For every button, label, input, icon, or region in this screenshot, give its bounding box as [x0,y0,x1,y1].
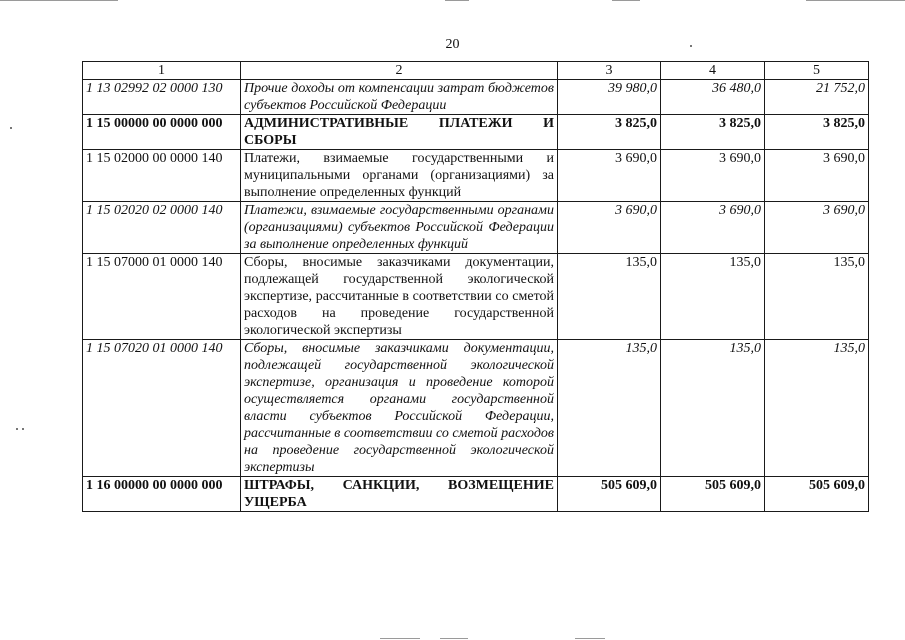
amount-col3: 135,0 [558,340,661,477]
budget-revenue-table [82,61,869,512]
amount-col4: 36 480,0 [661,80,765,115]
budget-code: 1 16 00000 00 0000 000 [83,477,241,512]
amount-col5: 3 690,0 [765,150,869,202]
amount-col5: 135,0 [765,340,869,477]
budget-code: 1 15 07000 01 0000 140 [83,254,241,340]
amount-col3: 505 609,0 [558,477,661,512]
table-row [83,254,869,340]
budget-code: 1 13 02992 02 0000 130 [83,80,241,115]
item-name: АДМИНИСТРАТИВНЫЕ ПЛАТЕЖИ И СБОРЫ [241,115,558,150]
amount-col4: 505 609,0 [661,477,765,512]
column-number: 3 [558,62,661,80]
budget-code: 1 15 02020 02 0000 140 [83,202,241,254]
budget-code: 1 15 02000 00 0000 140 [83,150,241,202]
amount-col4: 135,0 [661,340,765,477]
item-name: Сборы, вносимые заказчиками документации, подлежащей государственной экологической экспертизе, рассчитанные в соответствии со сметой расходов на проведение государственной экологической экспертизы [241,254,558,340]
table-row [83,477,869,512]
column-number-row [83,62,869,80]
amount-col4: 3 690,0 [661,150,765,202]
table-row [83,150,869,202]
scan-artifact [445,0,469,1]
table-row [83,80,869,115]
scan-artifact [0,0,118,1]
item-name: Прочие доходы от компенсации затрат бюджетов субъектов Российской Федерации [241,80,558,115]
amount-col3: 3 690,0 [558,202,661,254]
column-number: 5 [765,62,869,80]
column-number: 1 [83,62,241,80]
scan-artifact [16,428,18,430]
amount-col3: 3 825,0 [558,115,661,150]
amount-col4: 135,0 [661,254,765,340]
scan-artifact [10,127,12,129]
amount-col5: 135,0 [765,254,869,340]
item-name: Сборы, вносимые заказчиками документации, подлежащей государственной экологической экспертизе, организация и проведение которой осуществляется органами государственной власти субъектов Российской Федерации, рассчитанные в соответствии со сметой расходов на проведение государственной экологической экспертизы [241,340,558,477]
amount-col4: 3 690,0 [661,202,765,254]
amount-col5: 3 825,0 [765,115,869,150]
scan-artifact [22,428,24,430]
table-row [83,340,869,477]
item-name: Платежи, взимаемые государственными органами (организациями) субъектов Российской Федерации за выполнение определенных функций [241,202,558,254]
amount-col5: 505 609,0 [765,477,869,512]
item-name: Платежи, взимаемые государственными и муниципальными органами (организациями) за выполнение определенных функций [241,150,558,202]
page-number: 20 [445,37,460,52]
amount-col3: 135,0 [558,254,661,340]
column-number: 4 [661,62,765,80]
scan-artifact [806,0,905,1]
amount-col3: 39 980,0 [558,80,661,115]
amount-col5: 21 752,0 [765,80,869,115]
amount-col5: 3 690,0 [765,202,869,254]
amount-col3: 3 690,0 [558,150,661,202]
amount-col4: 3 825,0 [661,115,765,150]
column-number: 2 [241,62,558,80]
scan-artifact [380,638,420,639]
scan-artifact [575,638,605,639]
budget-code: 1 15 07020 01 0000 140 [83,340,241,477]
budget-code: 1 15 00000 00 0000 000 [83,115,241,150]
table-row [83,115,869,150]
table-row [83,202,869,254]
item-name: ШТРАФЫ, САНКЦИИ, ВОЗМЕЩЕНИЕ УЩЕРБА [241,477,558,512]
scan-artifact [440,638,468,639]
scan-artifact [612,0,640,1]
